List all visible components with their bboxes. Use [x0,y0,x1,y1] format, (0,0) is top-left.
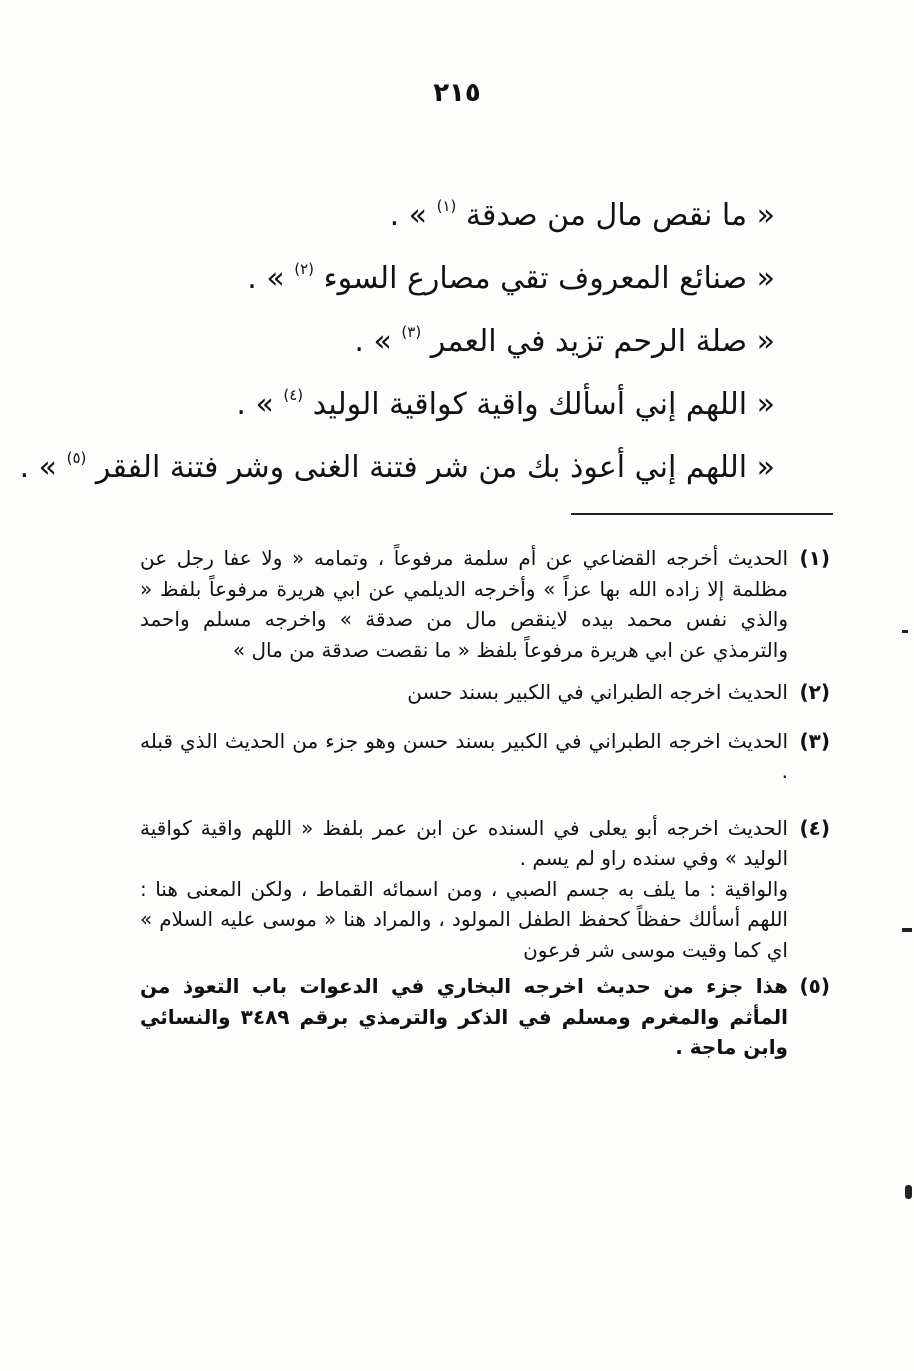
footnote-ref: (١) [436,197,457,215]
footnote-text: الحديث اخرجه الطبراني في الكبير بسند حسن [407,680,788,704]
scan-edge-mark [902,928,912,932]
saying-close: » . [354,324,392,359]
footnote-body [140,813,788,966]
footnote-divider [571,513,833,515]
hadith-sayings-list [19,180,775,495]
footnote-3 [140,726,830,787]
saying-text: « ما نقص مال من صدقة [465,198,775,233]
footnote-body [140,726,788,787]
footnote-text: هذا جزء من حديث اخرجه البخاري في الدعوات باب التعوذ من المأثم والمغرم ومسلم في الذكر والترمذي برقم ٣٤٨٩ والنسائي وابن ماجة . [140,974,788,1059]
footnote-text: الحديث أخرجه القضاعي عن أم سلمة مرفوعاً ، وتمامه « ولا عفا رجل عن مظلمة إلا زاده الله بها عزاً » وأخرجه الديلمي عن ابي هريرة مرفوعاً بلفظ « والذي نفس محمد بيده لاينقص مال من صدقة » واخرجه مسلم واحمد والترمذي عن ابي هريرة مرفوعاً بلفظ « ما نقصت صدقة من مال » [140,546,788,662]
scan-edge-mark [902,630,908,633]
hadith-saying [120,369,775,432]
footnote-body [140,971,788,1063]
footnote-text: الحديث اخرجه الطبراني في الكبير بسند حسن وهو جزء من الحديث الذي قبله . [140,728,788,783]
footnote-ref: (٣) [401,323,422,341]
page-number: ٢١٥ [433,78,481,108]
footnote-1 [140,543,830,665]
footnote-text: الحديث اخرجه أبو يعلى في السنده عن ابن عمر بلفظ « اللهم واقية كواقية الوليد » وفي سنده راو لم يسم . [140,815,788,870]
hadith-saying [120,306,775,369]
footnote-5 [140,971,830,1063]
saying-text: « صنائع المعروف تقي مصارع السوء [323,261,775,296]
saying-close: » . [247,261,285,296]
footnote-ref: (٢) [294,260,315,278]
hadith-saying [120,180,775,243]
footnote-number: (٤) [799,815,830,840]
hadith-saying [19,432,775,495]
saying-close: » . [236,387,274,422]
footnote-body [140,677,788,708]
footnotes-section [140,543,830,1063]
footnote-4 [140,813,830,966]
footnote-number: (٢) [799,680,830,704]
footnote-ref: (٤) [283,386,304,404]
saying-close: » . [19,450,58,485]
footnote-2 [140,677,830,708]
saying-text: « صلة الرحم تزيد في العمر [430,324,775,359]
scan-edge-mark [905,1185,912,1199]
footnote-number: (٣) [799,728,830,753]
footnote-ref: (٥) [66,449,87,467]
hadith-saying [120,243,775,306]
footnote-number: (١) [799,546,830,570]
saying-text: « اللهم إني أعوذ بك من شر فتنة الغنى وشر فتنة الفقر [95,450,775,485]
saying-close: » . [389,198,428,233]
saying-text: « اللهم إني أسألك واقية كواقية الوليد [312,387,775,422]
footnote-number: (٥) [799,974,830,998]
footnote-text: والواقية : ما يلف به جسم الصبي ، ومن اسمائه القماط ، ولكن المعنى هنا : اللهم أسألك حفظاً كحفظ الطفل المولود ، والمراد هنا « موسى عليه السلام » اي كما وقيت موسى شر فرعون [140,876,788,962]
footnote-body [140,543,788,665]
